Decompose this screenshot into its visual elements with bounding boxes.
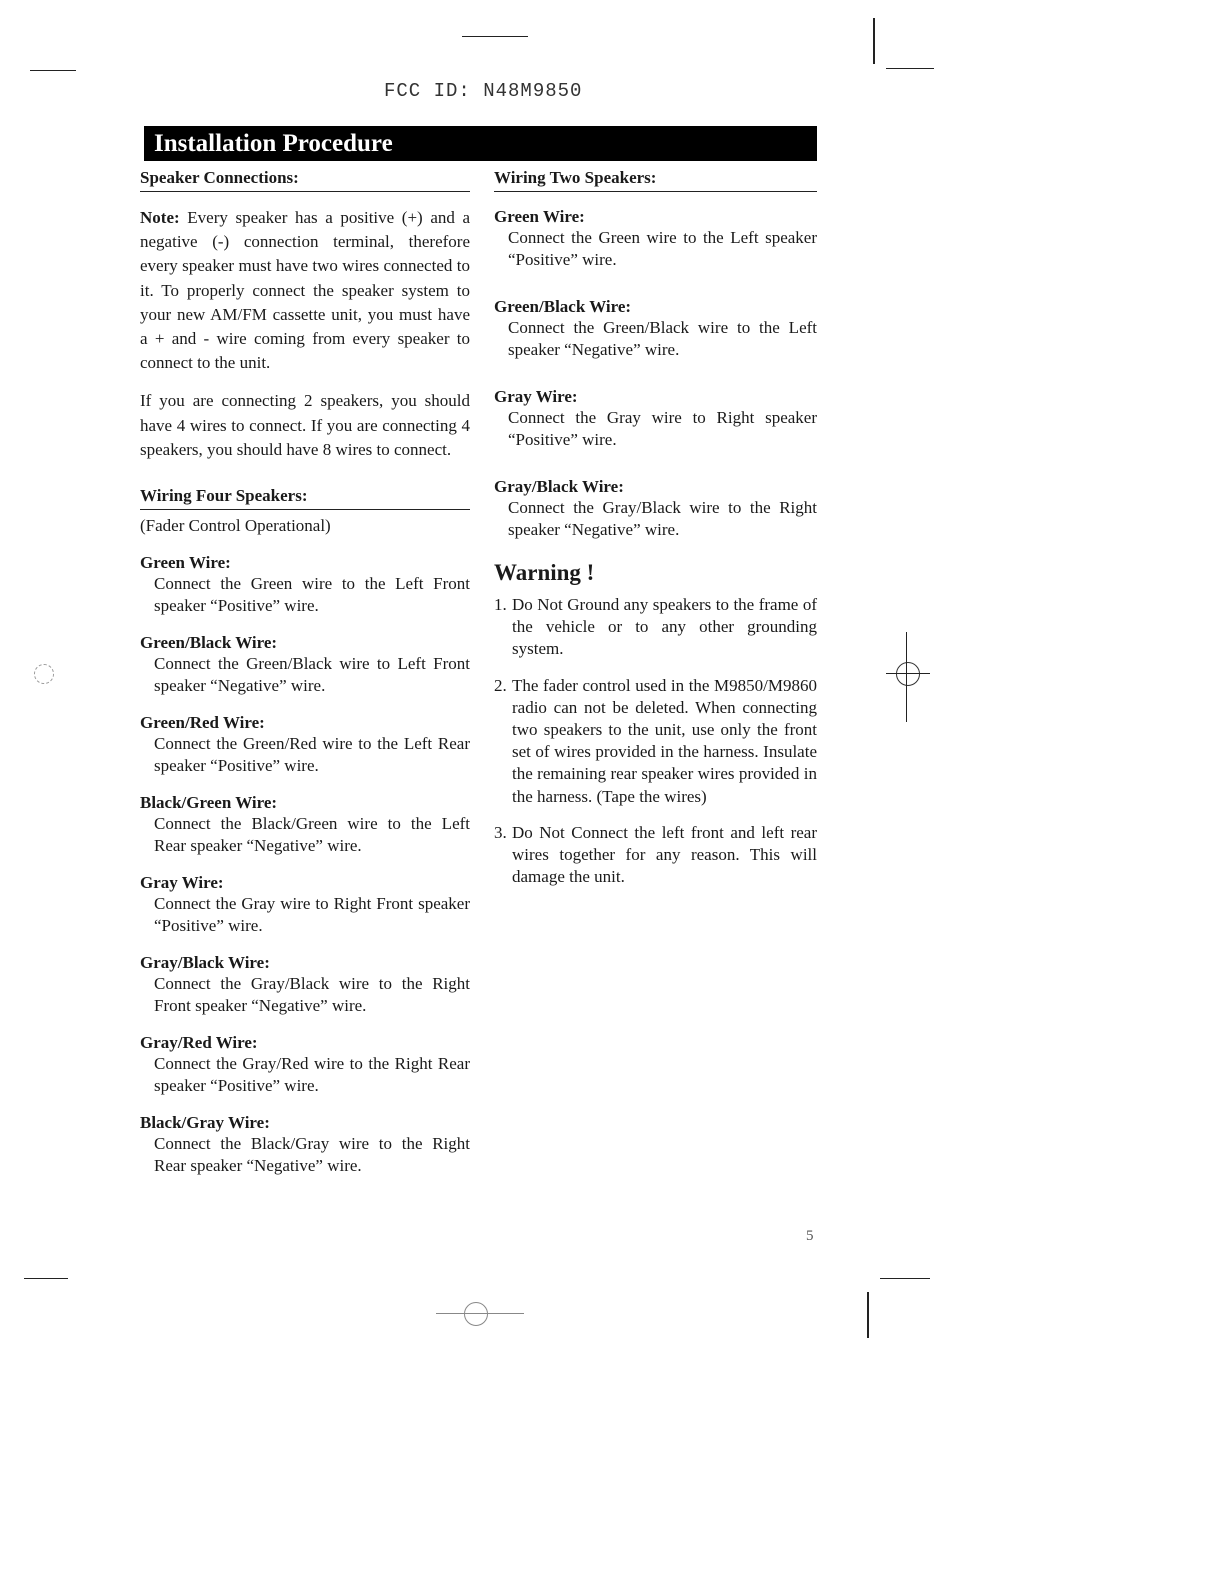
left-column [140, 168, 470, 1192]
wire-label: Green Wire: [140, 553, 231, 573]
four-wire-item [140, 1032, 470, 1096]
wire-instruction: Connect the Black/Green wire to the Left Rear speaker “Negative” wire. [154, 814, 470, 855]
warning-item-text: Do Not Ground any speakers to the frame of the vehicle or to any other grounding system. [512, 595, 817, 659]
speaker-connections-heading: Speaker Connections: [140, 168, 470, 192]
warning-item [494, 594, 817, 661]
wire-instruction: Connect the Gray wire to Right speaker “Positive” wire. [508, 408, 817, 449]
two-wire-item [494, 296, 817, 360]
warning-item-number: 2. [494, 675, 507, 695]
note-label: Note: [140, 208, 180, 227]
crop-mark-top-right-vertical [873, 18, 875, 64]
wire-label: Green/Black Wire: [140, 633, 278, 653]
two-wire-item [494, 476, 817, 540]
crop-mark-bottom-left [24, 1278, 68, 1279]
four-speakers-heading: Wiring Four Speakers: [140, 486, 470, 510]
wire-instruction: Connect the Gray wire to Right Front speaker “Positive” wire. [154, 894, 470, 935]
four-wire-item [140, 952, 470, 1016]
wire-label: Green/Red Wire: [140, 713, 265, 733]
speaker-connections-note [140, 206, 470, 375]
wire-instruction: Connect the Gray/Black wire to the Right Front speaker “Negative” wire. [154, 974, 470, 1015]
wire-instruction: Connect the Green/Red wire to the Left Rear speaker “Positive” wire. [154, 734, 470, 775]
four-wire-item [140, 872, 470, 936]
four-wire-item [140, 1112, 470, 1176]
wire-instruction: Connect the Green/Black wire to Left Front speaker “Negative” wire. [154, 654, 470, 695]
four-wire-item [140, 712, 470, 776]
warning-item [494, 822, 817, 889]
registration-mark-right [896, 662, 920, 686]
wire-label: Green Wire: [494, 207, 585, 226]
fader-control-note: (Fader Control Operational) [140, 516, 331, 536]
wire-label: Gray Wire: [140, 873, 224, 893]
four-wire-item [140, 632, 470, 696]
crop-mark-bottom-right-vertical [867, 1292, 869, 1338]
registration-mark-bottom-h [436, 1313, 524, 1314]
page-title-banner: Installation Procedure [144, 126, 817, 161]
wire-instruction: Connect the Green wire to the Left speaker “Positive” wire. [508, 228, 817, 269]
warning-item-number: 3. [494, 822, 507, 842]
four-wire-item [140, 792, 470, 856]
wire-label: Gray/Black Wire: [140, 953, 270, 973]
right-column [494, 168, 817, 902]
wire-label: Gray/Black Wire: [494, 477, 624, 496]
page-number: 5 [806, 1228, 814, 1244]
wire-label: Black/Gray Wire: [140, 1113, 270, 1133]
warning-item-text: Do Not Connect the left front and left rear wires together for any reason. This will damage the unit. [512, 822, 817, 887]
crop-mark-top-center [462, 36, 528, 37]
warning-item-text: The fader control used in the M9850/M9860 radio can not be deleted. When connecting two speakers to the unit, use only the front set of wires provided in the harness. Insulate the remaining rear speaker wires provided in the harness. (Tape the wires) [512, 675, 817, 806]
two-speakers-heading: Wiring Two Speakers: [494, 168, 817, 192]
wire-label: Black/Green Wire: [140, 793, 278, 813]
registration-mark-bottom [464, 1302, 488, 1326]
crop-mark-top-right [886, 68, 934, 69]
wire-instruction: Connect the Green wire to the Left Front speaker “Positive” wire. [154, 574, 470, 615]
warning-heading: Warning ! [494, 560, 595, 585]
crop-mark-bottom-right [880, 1278, 930, 1279]
fcc-id: FCC ID: N48M9850 [384, 80, 583, 102]
wire-instruction: Connect the Green/Black wire to the Left speaker “Negative” wire. [508, 318, 817, 359]
two-wire-item [494, 206, 817, 270]
note-text: Every speaker has a positive (+) and a negative (-) connection terminal, therefore every speaker must have two wires connected to it. To properly connect the speaker system to your new AM/FM cassette unit, you must have a + and - wire coming from every speaker to connect to the unit. [140, 208, 471, 373]
two-wire-item [494, 386, 817, 450]
speaker-count-paragraph: If you are connecting 2 speakers, you should have 4 wires to connect. If you are connecting 4 speakers, you should have 8 wires to connect. [140, 391, 470, 459]
registration-mark-right-h [886, 673, 930, 674]
warning-item [494, 675, 817, 808]
registration-mark-right-v [906, 632, 907, 722]
wire-label: Green/Black Wire: [494, 297, 632, 316]
wire-label: Gray Wire: [494, 387, 578, 406]
wire-instruction: Connect the Black/Gray wire to the Right Rear speaker “Negative” wire. [154, 1134, 470, 1175]
crop-mark-top-left [30, 70, 76, 71]
wire-instruction: Connect the Gray/Black wire to the Right speaker “Negative” wire. [508, 498, 817, 539]
registration-mark-left [34, 664, 54, 684]
four-wire-item [140, 552, 470, 616]
wire-instruction: Connect the Gray/Red wire to the Right Rear speaker “Positive” wire. [154, 1054, 470, 1095]
wire-label: Gray/Red Wire: [140, 1033, 258, 1053]
warning-item-number: 1. [494, 595, 507, 614]
